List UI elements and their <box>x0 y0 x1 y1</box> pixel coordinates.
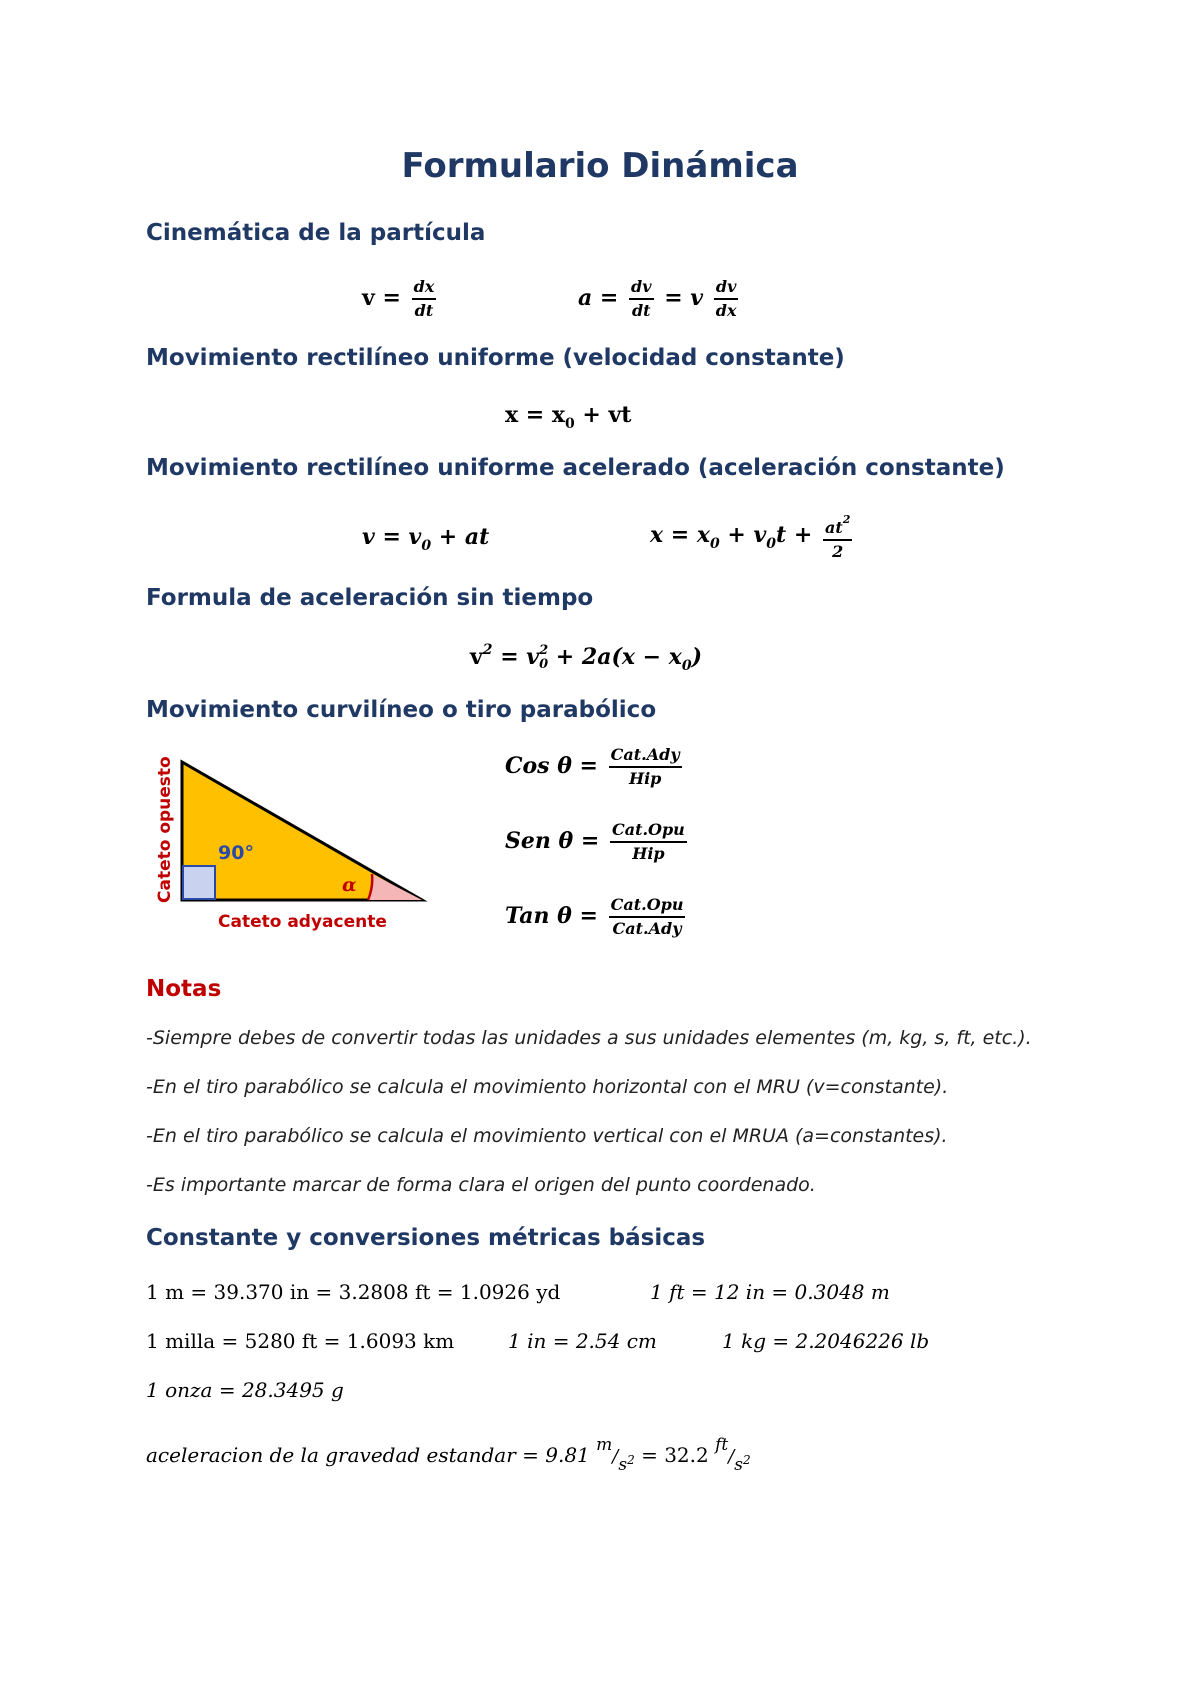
frac-num: dv <box>629 277 653 300</box>
gravity-constant: aceleracion de la gravedad estandar = 9.81 $^m/_s2 = 32.2$ $^{ft}/_s2$ <box>146 1435 751 1475</box>
formula-acceleration <box>578 277 741 321</box>
right-triangle-diagram <box>150 748 440 938</box>
conversion-kg: 1 kg = 2.2046226 lb <box>722 1329 930 1353</box>
alpha-label: α <box>342 874 357 896</box>
adjacent-label: Cateto adyacente <box>218 912 387 932</box>
note-item: -Es importante marcar de forma clara el origen del punto coordenado. <box>146 1174 816 1196</box>
formula-sen <box>505 820 690 864</box>
fraction-tan <box>609 895 686 939</box>
frac-num: Cat.Opu <box>609 895 686 918</box>
eq-sub: 0 <box>681 658 692 674</box>
heading-conversiones: Constante y conversiones métricas básicas <box>146 1225 706 1251</box>
formula-mru <box>505 402 631 432</box>
eq-part: Tan θ = <box>505 903 598 929</box>
page-title: Formulario Dinámica <box>401 146 799 186</box>
heading-mrua: Movimiento rectilíneo uniforme acelerado (aceleración constante) <box>146 455 1005 481</box>
fraction-cos <box>609 745 682 789</box>
fraction-dv-dx <box>714 277 739 321</box>
formula-mrua-velocity <box>362 524 489 554</box>
fraction-sen <box>610 820 687 864</box>
fraction-dv-dt <box>629 277 653 321</box>
eq-part: ) <box>691 644 703 670</box>
eq-part: = v <box>492 644 540 670</box>
eq-sub: 0 <box>421 538 432 554</box>
eq-sub: 0 <box>564 416 575 432</box>
right-angle-square <box>183 866 215 899</box>
formula-mrua-position <box>650 510 855 562</box>
frac-den: Hip <box>628 769 662 788</box>
fraction-dx-dt <box>412 277 437 321</box>
frac-num: dv <box>714 277 738 300</box>
heading-mru: Movimiento rectilíneo uniforme (velocidad constante) <box>146 345 845 371</box>
triangle-shape <box>182 762 422 900</box>
unit-num: m <box>596 1435 613 1455</box>
eq-sub: 0 <box>766 536 777 552</box>
frac-den: 2 <box>832 542 844 561</box>
opposite-label: Cateto opuesto <box>155 756 175 903</box>
note-item: -En el tiro parabólico se calcula el movimiento horizontal con el MRU (v=constante). <box>146 1076 949 1098</box>
frac-sup: 2 <box>842 513 851 526</box>
eq-part: Cos θ = <box>505 753 598 779</box>
note-item: -Siempre debes de convertir todas las unidades a sus unidades elementes (m, kg, s, ft, etc.). <box>146 1027 1032 1049</box>
formula-tan <box>505 895 688 939</box>
frac-den: Hip <box>632 844 665 863</box>
heading-curvilineo: Movimiento curvilíneo o tiro parabólico <box>146 697 657 723</box>
alpha-arc-fill <box>368 874 422 900</box>
eq-part: t + <box>776 522 813 548</box>
unit-num: ft <box>715 1435 729 1455</box>
unit-den: s <box>734 1455 744 1475</box>
frac-den: Cat.Ady <box>612 919 682 938</box>
heading-sin-tiempo: Formula de aceleración sin tiempo <box>146 585 594 611</box>
eq-part: x = x <box>505 402 565 428</box>
conversion-m: 1 m = 39.370 in = 3.2808 ft = 1.0926 yd <box>146 1280 561 1304</box>
conversion-milla: 1 milla = 5280 ft = 1.6093 km <box>146 1329 455 1353</box>
eq-sub: 0 <box>709 536 720 552</box>
conversion-onza: 1 onza = 28.3495 g <box>146 1378 344 1402</box>
eq-part: + 2a(x − x <box>548 644 682 670</box>
eq-part: + at <box>431 524 490 550</box>
heading-cinematica: Cinemática de la partícula <box>146 220 486 246</box>
eq-sub: 0 <box>539 657 549 672</box>
unit-exp: 2 <box>743 1453 751 1467</box>
eq-sup: 2 <box>482 642 493 658</box>
frac-num: Cat.Ady <box>609 745 682 768</box>
frac-num: at <box>824 518 843 537</box>
heading-notas: Notas <box>146 976 222 1002</box>
eq-sup: 2 <box>539 643 549 658</box>
formula-cos <box>505 745 685 789</box>
unit-exp: 2 <box>627 1453 635 1467</box>
unit-den: s <box>618 1455 628 1475</box>
conversion-in: 1 in = 2.54 cm <box>508 1329 657 1353</box>
formula-v-lhs: v = <box>362 285 401 311</box>
frac-den: dt <box>414 301 434 320</box>
eq-part: x = x <box>650 522 710 548</box>
formula-a-lhs: a = <box>578 285 619 311</box>
frac-num: dx <box>412 277 437 300</box>
frac-den: dx <box>715 301 737 320</box>
eq-part: + v <box>719 522 767 548</box>
eq-part: Sen θ = <box>505 828 600 854</box>
conversion-ft: 1 ft = 12 in = 0.3048 m <box>650 1280 890 1304</box>
frac-num: Cat.Opu <box>610 820 687 843</box>
eq-part: + vt <box>574 402 632 428</box>
eq-part: v <box>470 644 483 670</box>
formula-sin-tiempo <box>470 642 702 674</box>
frac-den: dt <box>631 301 651 320</box>
gravity-mid: = 32.2 <box>641 1443 709 1467</box>
eq-part: v = v <box>362 524 422 550</box>
formula-velocity <box>362 277 439 321</box>
right-angle-label: 90° <box>218 842 254 864</box>
gravity-text: aceleracion de la gravedad estandar = 9.81 <box>146 1443 590 1467</box>
note-item: -En el tiro parabólico se calcula el movimiento vertical con el MRUA (a=constantes). <box>146 1125 948 1147</box>
formula-a-mid: = v <box>664 285 704 311</box>
fraction-at2-2 <box>823 510 852 562</box>
